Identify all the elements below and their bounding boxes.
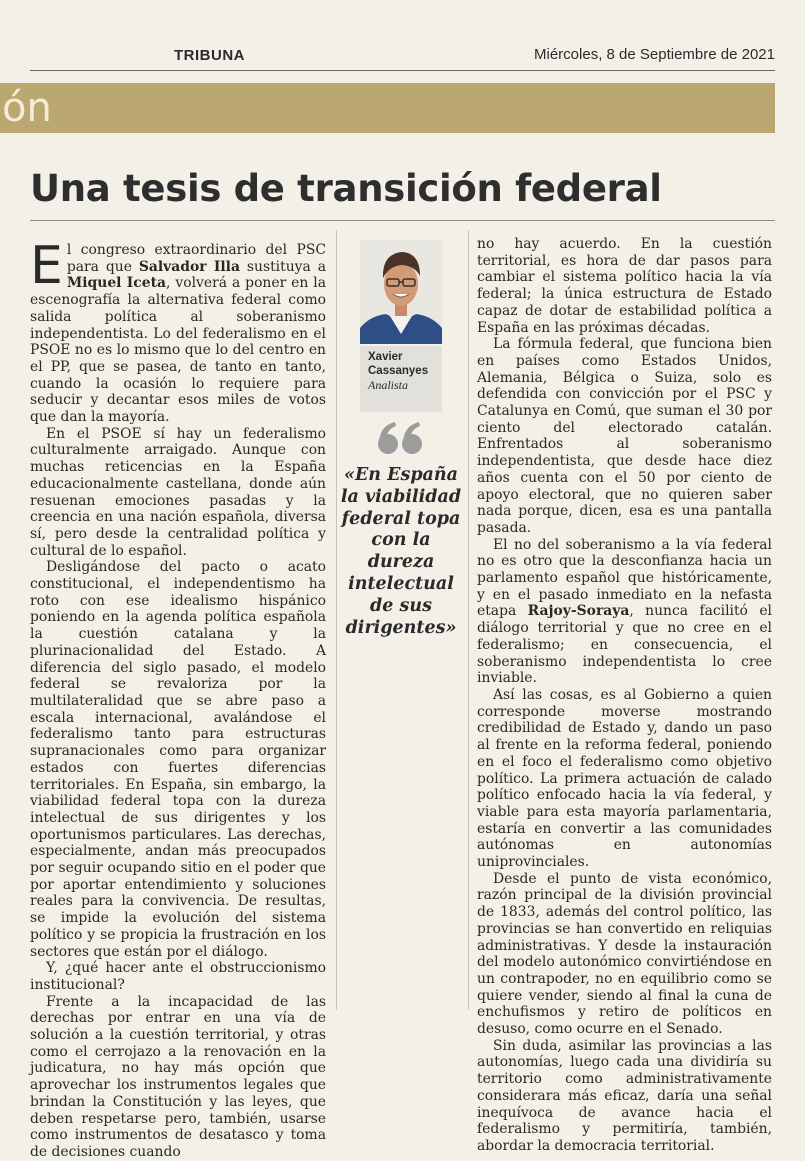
author-surname: Cassanyes [368,365,429,377]
headline-divider [30,220,775,221]
paragraph [30,236,327,426]
paragraph: Y, ¿qué hacer ante el obstruccionismo institucional? [30,960,326,993]
paragraph: Desligándose del pacto o acato constitucional, el independentismo ha roto con ese idealismo hispánico poniendo en la agenda política española la cuestión catalana y la plurinacionalidad del Estado. A diferencia del siglo pasado, el modelo federal se revaloriza por la multilateralidad que se abre paso a escala internacional, avalándose el federalismo tanto para estructuras supranacionales como para organizar estados con fuertes diferencias territoriales. En España, sin embargo, la viabilidad federal topa con la dureza intelectual de sus dirigentes y los oportunismos particulares. Las derechas, especialmente, andan más preocupados por seguir ocupando sitio en el poder que por aportar entendimiento y soluciones reales para la convivencia. De resultas, se impide la evolución del sistema político y se propicia la frustración en los sectores que están por el diálogo. [30,559,326,960]
paragraph: Frente a la incapacidad de las derechas por entrar en una vía de solución a la cuestión territorial, y otras como el cerrojazo a la renovación en la judicatura, no hay más opción que aprovechar los instrumentos legales que brindan la Constitución y las leyes, que deben respetarse pero, también, usarse como instrumentos de desatasco y toma de decisiones cuando [30,993,326,1160]
paragraph: Sin duda, asimilar las provincias a las autonomías, luego cada una dividiría su territorio como administrativamente considerara más eficaz, daría una señal inequívoca de avance hacia el federalismo y permitiría, también, abordar la democracia territorial. [477,1037,772,1154]
quote-mark-icon [375,418,427,458]
paragraph: La fórmula federal, que funciona bien en países como Estados Unidos, Alemania, Bélgica o Suiza, solo es defendida con convicción por el PSC y Catalunya en Comú, que suman el 30 por ciento del electorado catalán. Enfrentados al soberanismo independentista, que desde hace diez años cuenta con el 50 por ciento de apoyo electoral, que no quieren saber nada porque, dicen, esa es una pantalla pasada. [477,336,772,536]
article-column-1 [30,236,327,1161]
person-name: Salvador Illa [138,258,240,275]
paragraph: Así las cosas, es al Gobierno a quien corresponde moverse mostrando credibilidad de Estado y, dando un paso al frente en la reforma federal, poniendo en el foco el federalismo como objetivo político. La primera actuación de calado político enfocado hacia la vía federal, y viable para esta mayoría parlamentaria, estaría en convertir a las comunidades autónomas en autonomías uniprovinciales. [477,686,772,871]
article-headline: Una tesis de transición federal [30,167,662,210]
author-byline [360,346,442,412]
author-role: Analista [368,378,409,392]
paragraph: Desde el punto de vista económico, razón principal de la división provincial de 1833, además del control político, las provincias se han convertido en reliquias administrativas. Y desde la instauración del modelo autonómico convirtiéndose en un contrapoder, no en equilibrio como se quiere vender, siendo al final la cuna de enchufismos y retiro de políticos en desuso, como ocurre en el Senado. [477,870,772,1038]
text-run: , volverá a poner en la escenografía la alternativa federal como salida política al soberanismo independentista. Lo del federalismo en el PSOE no es lo mismo que lo del centro en el PP, que se pasea, de tanto en tanto, cuando la ocasión lo requiere para seducir y decantar esos miles de votos que dan la mayoría. [30,275,327,426]
person-name: Rajoy-Soraya [527,603,630,620]
column-divider [468,230,469,1010]
text-run: l congreso extraordinario del PSC para que [66,242,326,275]
paragraph: En el PSOE sí hay un federalismo culturalmente arraigado. Aunque con muchas reticencias en la España educacionalmente castellana, donde aún resuenan emociones pasadas y la creencia en una nación española, diversa sí, pero desde la centralidad política y cultural de lo español. [30,425,326,559]
paragraph [477,537,772,687]
header-divider [30,70,775,71]
article-column-2 [477,236,772,1155]
issue-date: Miércoles, 8 de Septiembre de 2021 [534,46,775,63]
paragraph: no hay acuerdo. En la cuestión territorial, es hora de dar pasos para cambiar el sistema político hacia la vía federal; la única estructura de Estado capaz de dotar de estabilidad política a España en las próximas décadas. [477,236,772,336]
text-run: sustituya a [239,258,326,275]
text-run: El no del soberanismo a la vía federal no es otro que la desconfianza hacia un parlamento español que históricamente, y en el pasado inmediato en la nefasta etapa [477,536,772,620]
drop-cap: E [30,236,63,296]
page-header [0,40,805,70]
author-name: Xavier [368,351,403,363]
author-photo [360,240,442,344]
section-banner [0,83,775,133]
person-name: Miquel Iceta [66,275,167,292]
pull-quote: «En España la viabilidad federal topa con la dureza intelectual de sus dirigentes» [340,465,462,638]
text-run: , nunca facilitó el diálogo territorial y que no cree en el federalismo; en consecuencia, el soberanismo independentista lo cree inviable. [477,603,772,687]
author-portrait-icon [360,240,442,344]
section-label: TRIBUNA [174,47,245,64]
banner-text-fragment: ón [2,85,52,131]
column-divider [336,230,337,1010]
